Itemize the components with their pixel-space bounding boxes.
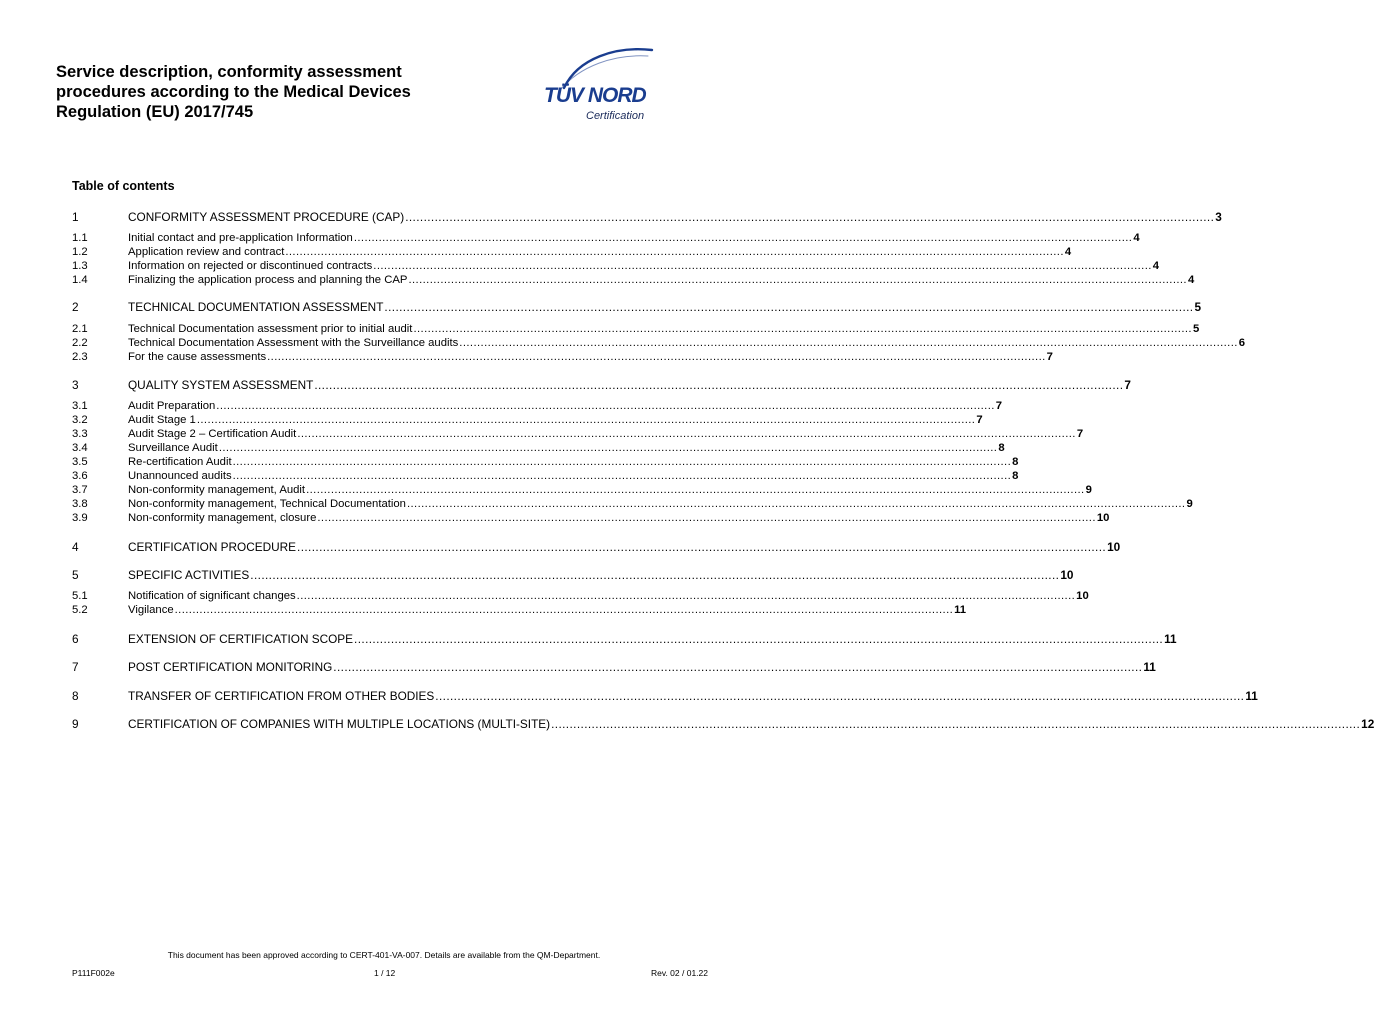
toc-entry[interactable] bbox=[72, 350, 1053, 364]
toc-entry[interactable] bbox=[72, 483, 1092, 497]
toc-entry-page: 8 bbox=[998, 442, 1005, 454]
toc-leader-dots: ............................................................................................................................................................................................................................ bbox=[413, 323, 1192, 335]
toc-entry-number: 5.1 bbox=[72, 590, 88, 602]
toc-entry-number: 1 bbox=[72, 210, 79, 224]
toc-entry-number: 3.4 bbox=[72, 442, 88, 454]
toc-entry-page: 7 bbox=[1124, 378, 1131, 392]
toc-leader-dots: ............................................................................................................................................................................................................................ bbox=[297, 428, 1076, 440]
toc-entry-page: 12 bbox=[1361, 717, 1374, 731]
toc-entry-page: 9 bbox=[1186, 498, 1193, 510]
toc-entry[interactable] bbox=[72, 689, 1258, 703]
toc-entry[interactable] bbox=[72, 660, 1156, 674]
document-title: Service description, conformity assessment procedures according to the Medical Devices Regulation (EU) 2017/745 bbox=[56, 63, 411, 121]
toc-leader-dots: ............................................................................................................................................................................................................................ bbox=[551, 717, 1361, 731]
toc-leader-dots: ............................................................................................................................................................................................................................ bbox=[405, 210, 1215, 224]
toc-entry-number: 2 bbox=[72, 300, 79, 314]
toc-entry-title: CONFORMITY ASSESSMENT PROCEDURE (CAP) bbox=[128, 210, 405, 224]
toc-leader-dots: ............................................................................................................................................................................................................................ bbox=[384, 300, 1194, 314]
toc-entry[interactable] bbox=[72, 717, 1374, 731]
toc-leader-dots: ............................................................................................................................................................................................................................ bbox=[408, 274, 1187, 286]
toc-entry-number: 3.2 bbox=[72, 414, 88, 426]
page-number: 1 / 12 bbox=[374, 968, 396, 978]
toc-entry[interactable] bbox=[72, 322, 1200, 336]
revision-info: Rev. 02 / 01.22 bbox=[650, 968, 708, 978]
toc-entry-title: Audit Stage 1 bbox=[128, 414, 196, 426]
logo-wordmark: TÜV NORD bbox=[544, 84, 646, 107]
toc-entry-page: 4 bbox=[1152, 260, 1160, 272]
toc-entry-page: 3 bbox=[1215, 210, 1222, 224]
toc-leader-dots: ............................................................................................................................................................................................................................ bbox=[353, 232, 1133, 244]
toc-entry-title: EXTENSION OF CERTIFICATION SCOPE bbox=[128, 632, 354, 646]
toc-entry-title: Technical Documentation Assessment with the Surveillance audits bbox=[128, 337, 459, 349]
toc-entry-number: 3.5 bbox=[72, 456, 88, 468]
toc-leader-dots: ............................................................................................................................................................................................................................ bbox=[317, 512, 1096, 524]
toc-entry-page: 10 bbox=[1060, 568, 1074, 582]
toc-leader-dots: ............................................................................................................................................................................................................................ bbox=[354, 632, 1164, 646]
toc-entry[interactable] bbox=[72, 245, 1072, 259]
toc-entry-number: 2.1 bbox=[72, 323, 88, 335]
toc-entry-page: 8 bbox=[1012, 470, 1019, 482]
toc-entry[interactable] bbox=[72, 511, 1110, 525]
toc-leader-dots: ............................................................................................................................................................................................................................ bbox=[285, 246, 1064, 258]
toc-entry-title: Notification of significant changes bbox=[128, 590, 296, 602]
toc-entry-page: 7 bbox=[995, 400, 1003, 412]
toc-entry[interactable] bbox=[72, 300, 1202, 314]
toc-entry-number: 6 bbox=[72, 632, 79, 646]
toc-entry-title: Initial contact and pre-application Information bbox=[128, 232, 353, 244]
toc-entry-page: 11 bbox=[954, 604, 967, 616]
toc-entry-page: 4 bbox=[1187, 274, 1195, 286]
toc-entry-title: Vigilance bbox=[128, 604, 174, 616]
toc-entry-page: 5 bbox=[1194, 300, 1202, 314]
toc-entry-number: 3.9 bbox=[72, 512, 88, 524]
toc-entry-page: 6 bbox=[1238, 337, 1246, 349]
toc-entry-number: 8 bbox=[72, 689, 79, 703]
toc-entry-page: 10 bbox=[1076, 590, 1089, 602]
toc-entry-title: Re-certification Audit bbox=[128, 456, 232, 468]
toc-entry-number: 1.3 bbox=[72, 260, 88, 272]
toc-entry-title: TRANSFER OF CERTIFICATION FROM OTHER BODIES bbox=[128, 689, 435, 703]
toc-entry[interactable] bbox=[72, 210, 1222, 224]
toc-leader-dots: ............................................................................................................................................................................................................................ bbox=[435, 689, 1245, 703]
logo-subtitle: Certification bbox=[586, 110, 645, 122]
toc-entry[interactable] bbox=[72, 231, 1140, 245]
toc-leader-dots: ............................................................................................................................................................................................................................ bbox=[216, 400, 995, 412]
toc-entry[interactable] bbox=[72, 469, 1019, 483]
toc-entry-page: 10 bbox=[1096, 512, 1110, 524]
toc-entry-title: Information on rejected or discontinued contracts bbox=[128, 260, 373, 272]
toc-entry-title: Non-conformity management, Technical Documentation bbox=[128, 498, 406, 510]
toc-entry[interactable] bbox=[72, 568, 1074, 582]
toc-leader-dots: ............................................................................................................................................................................................................................ bbox=[333, 660, 1143, 674]
toc-entry-title: Finalizing the application process and planning the CAP bbox=[128, 274, 408, 286]
toc-leader-dots: ............................................................................................................................................................................................................................ bbox=[232, 470, 1012, 482]
toc-entry[interactable] bbox=[72, 441, 1005, 455]
toc-entry[interactable] bbox=[72, 540, 1121, 554]
toc-heading: Table of contents bbox=[72, 179, 175, 193]
toc-entry-title: CERTIFICATION PROCEDURE bbox=[128, 540, 297, 554]
toc-entry[interactable] bbox=[72, 589, 1089, 603]
toc-entry-title: For the cause assessments bbox=[128, 351, 267, 363]
toc-leader-dots: ............................................................................................................................................................................................................................ bbox=[373, 260, 1152, 272]
toc-leader-dots: ............................................................................................................................................................................................................................ bbox=[459, 337, 1238, 349]
toc-entry-title: TECHNICAL DOCUMENTATION ASSESSMENT bbox=[128, 300, 384, 314]
toc-entry-page: 11 bbox=[1143, 660, 1156, 674]
approval-note: This document has been approved according to CERT-401-VA-007. Details are available from the QM-Department. bbox=[167, 950, 601, 960]
toc-entry-page: 7 bbox=[976, 414, 983, 426]
toc-entry-number: 3.7 bbox=[72, 484, 88, 496]
toc-leader-dots: ............................................................................................................................................................................................................................ bbox=[196, 414, 976, 426]
toc-entry-number: 5 bbox=[72, 568, 79, 582]
toc-entry-number: 3.1 bbox=[72, 400, 88, 412]
toc-leader-dots: ............................................................................................................................................................................................................................ bbox=[406, 498, 1186, 510]
toc-entry-number: 3.3 bbox=[72, 428, 88, 440]
toc-entry-number: 3.8 bbox=[72, 498, 88, 510]
toc-entry-page: 7 bbox=[1076, 428, 1084, 440]
toc-leader-dots: ............................................................................................................................................................................................................................ bbox=[296, 590, 1076, 602]
toc-entry-title: Surveillance Audit bbox=[128, 442, 218, 454]
toc-entry-number: 7 bbox=[72, 660, 79, 674]
toc-entry[interactable] bbox=[72, 455, 1019, 469]
toc-leader-dots: ............................................................................................................................................................................................................................ bbox=[232, 456, 1012, 468]
toc-entry[interactable] bbox=[72, 399, 1003, 413]
toc-entry-number: 2.3 bbox=[72, 351, 88, 363]
toc-entry-title: Non-conformity management, Audit bbox=[128, 484, 306, 496]
toc-entry-number: 4 bbox=[72, 540, 79, 554]
toc-leader-dots: ............................................................................................................................................................................................................................ bbox=[314, 378, 1124, 392]
toc-entry[interactable] bbox=[72, 427, 1084, 441]
toc-entry-number: 5.2 bbox=[72, 604, 88, 616]
toc-entry-number: 1.2 bbox=[72, 246, 88, 258]
toc-entry-page: 11 bbox=[1245, 689, 1258, 703]
toc-entry[interactable] bbox=[72, 273, 1195, 287]
toc-entry-title: CERTIFICATION OF COMPANIES WITH MULTIPLE LOCATIONS (MULTI-SITE) bbox=[128, 717, 551, 731]
toc-entry-number: 3.6 bbox=[72, 470, 88, 482]
toc-entry-title: Audit Stage 2 – Certification Audit bbox=[128, 428, 297, 440]
toc-leader-dots: ............................................................................................................................................................................................................................ bbox=[267, 351, 1046, 363]
toc-entry-page: 5 bbox=[1192, 323, 1200, 335]
toc-entry-title: POST CERTIFICATION MONITORING bbox=[128, 660, 333, 674]
toc-entry-page: 4 bbox=[1064, 246, 1072, 258]
toc-entry[interactable] bbox=[72, 259, 1160, 273]
toc-entry-number: 1.4 bbox=[72, 274, 88, 286]
toc-entry-page: 11 bbox=[1164, 632, 1177, 646]
toc-leader-dots: ............................................................................................................................................................................................................................ bbox=[174, 604, 954, 616]
toc-entry-title: Application review and contract bbox=[128, 246, 285, 258]
toc-entry-page: 4 bbox=[1133, 232, 1140, 244]
toc-entry-page: 10 bbox=[1107, 540, 1121, 554]
toc-entry[interactable] bbox=[72, 413, 983, 427]
tuv-nord-logo bbox=[536, 44, 666, 128]
toc-leader-dots: ............................................................................................................................................................................................................................ bbox=[297, 540, 1107, 554]
toc-entry-number: 2.2 bbox=[72, 337, 88, 349]
toc-entry[interactable] bbox=[72, 632, 1177, 646]
toc-entry-title: Unannounced audits bbox=[128, 470, 232, 482]
toc-leader-dots: ............................................................................................................................................................................................................................ bbox=[306, 484, 1085, 496]
toc-entry[interactable] bbox=[72, 603, 967, 617]
toc-entry[interactable] bbox=[72, 378, 1131, 392]
toc-entry-title: Non-conformity management, closure bbox=[128, 512, 317, 524]
toc-entry-page: 9 bbox=[1085, 484, 1092, 496]
toc-entry[interactable] bbox=[72, 497, 1193, 511]
toc-entry-page: 8 bbox=[1012, 456, 1019, 468]
toc-entry-title: Audit Preparation bbox=[128, 400, 216, 412]
toc-leader-dots: ............................................................................................................................................................................................................................ bbox=[250, 568, 1060, 582]
toc-entry-title: SPECIFIC ACTIVITIES bbox=[128, 568, 250, 582]
toc-entry-title: QUALITY SYSTEM ASSESSMENT bbox=[128, 378, 314, 392]
toc-entry-number: 1.1 bbox=[72, 232, 88, 244]
toc-entry[interactable] bbox=[72, 336, 1246, 350]
toc-entry-title: Technical Documentation assessment prior to initial audit bbox=[128, 323, 413, 335]
toc-entry-number: 3 bbox=[72, 378, 79, 392]
toc-entry-number: 9 bbox=[72, 717, 79, 731]
toc-entry-page: 7 bbox=[1046, 351, 1053, 363]
toc-leader-dots: ............................................................................................................................................................................................................................ bbox=[218, 442, 998, 454]
document-id: P111F002e bbox=[72, 968, 115, 978]
